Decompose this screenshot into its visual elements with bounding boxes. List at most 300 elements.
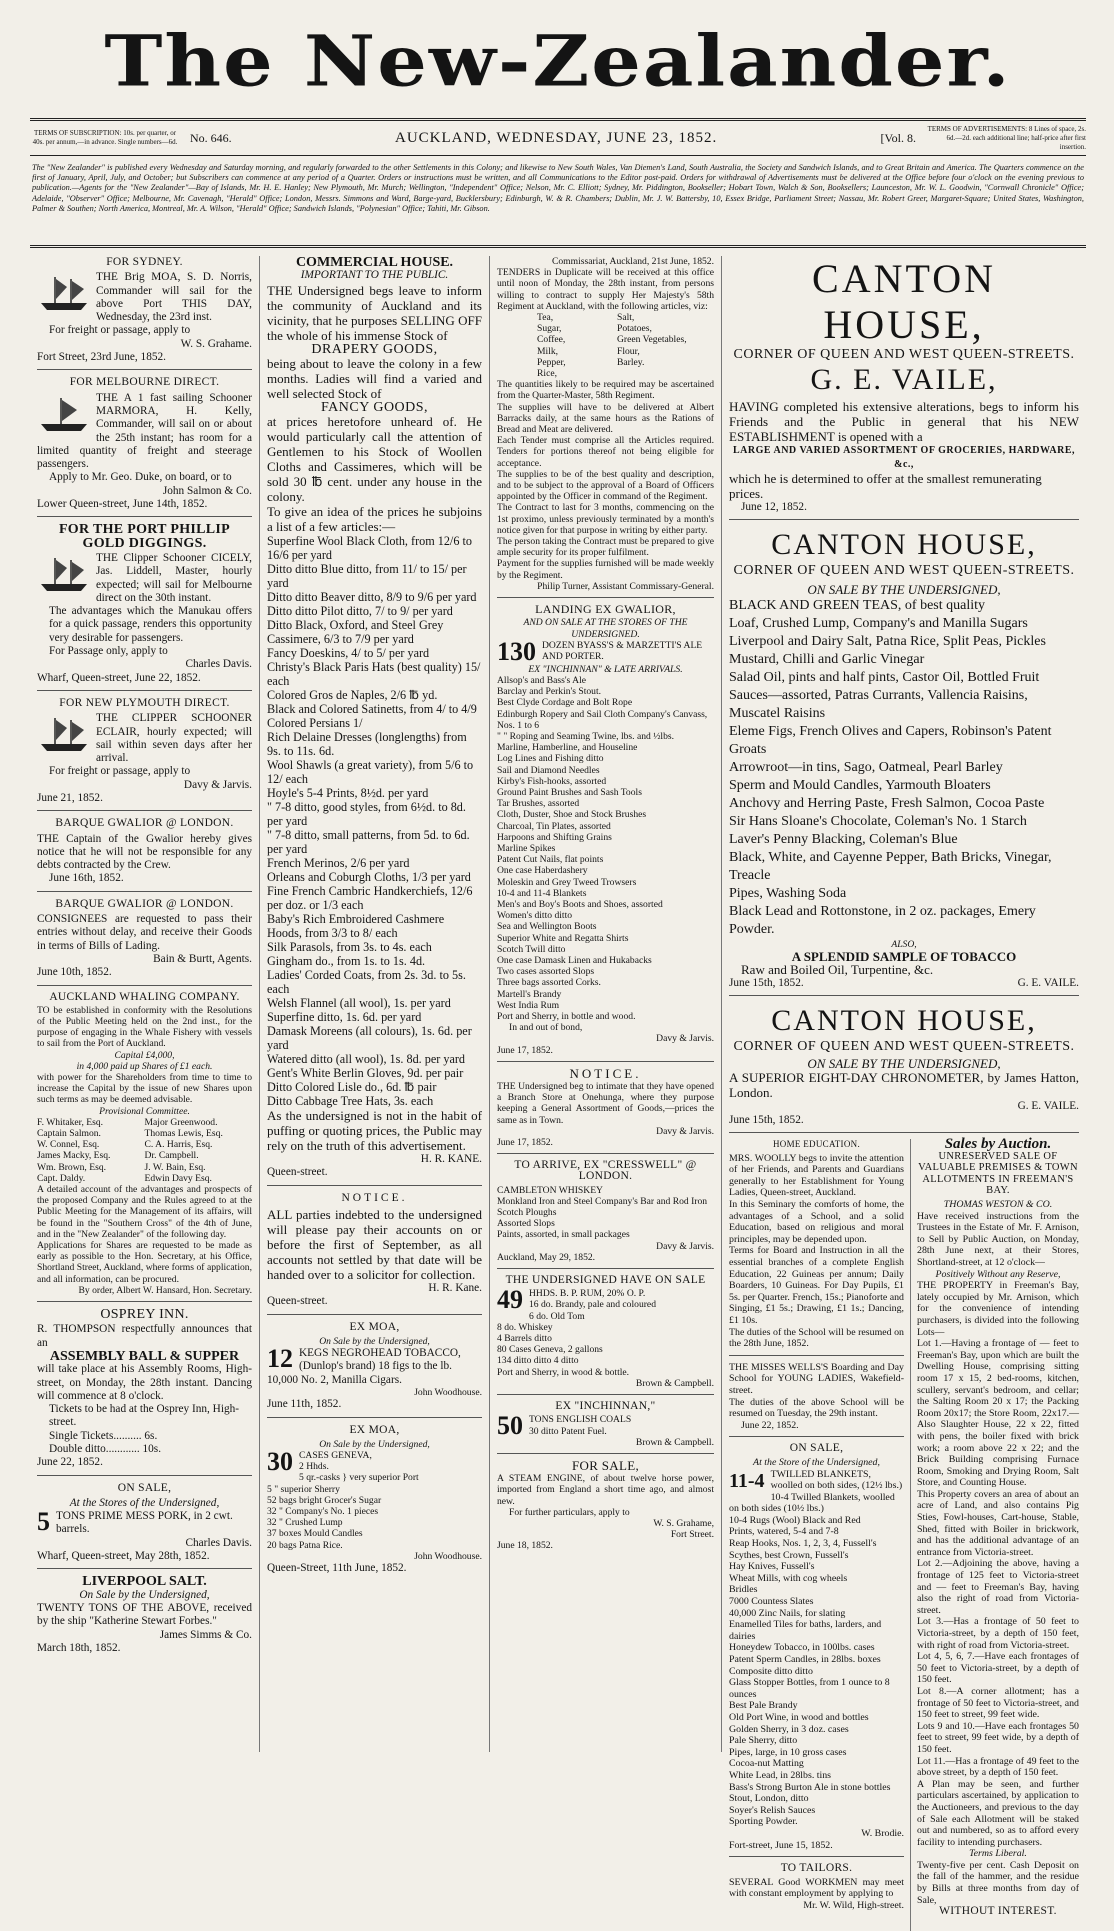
ad-heading: ON SALE, (117, 1481, 172, 1494)
price-item: Baby's Rich Embroidered Cashmere Hoods, from 3/3 to 8/ each (267, 912, 445, 941)
ad-signature: Mr. W. Wild, High-street. (803, 1899, 904, 1911)
item-line: 80 Cases Geneva, 2 gallons (497, 1344, 603, 1356)
ad-body: TENDERS in Duplicate will be received at this office until noon of Monday, the 28th instant, from persons willing to contract to supply Her Majesty's 58th Regiment at Auckland, with the following articles, viz: (497, 267, 714, 312)
ad-date: June 22, 1852. (741, 1419, 799, 1431)
ad-heading: AUCKLAND WHALING COMPANY. (49, 990, 240, 1003)
lot-item: Lot 2.—Adjoining the above, having a frontage of 125 feet to Victoria-street and — feet to Freeman's Bay, having also the right of road from Victoria-street. (917, 1558, 1079, 1616)
ad-gwalior-consignees (37, 898, 252, 986)
price-item: Welsh Flannel (all wool), 1s. per yard (267, 996, 451, 1011)
ad-line: in 4,000 paid up Shares of £1 each. (76, 1060, 213, 1072)
column-2 (260, 256, 490, 1752)
ad-signature: Davy & Jarvis. (183, 778, 252, 791)
ad-body: being about to leave the colony in a few months. Ladies will find a varied and well selected Stock of (267, 355, 482, 401)
ad-number: 12 (267, 1344, 293, 1374)
price-item: Wool Shawls (a great variety), from 5/6 to 12/ each (267, 758, 474, 787)
ad-kane-notice (267, 1192, 482, 1315)
ad-body: The supplies will have to be delivered at Albert Barracks daily, at the same hours as the Rations of Bread and Meat are delivered. (497, 401, 714, 436)
ad-line: In and out of bond, (509, 1022, 583, 1034)
ad-body: To give an idea of the prices he subjoins a list of a few articles:— (267, 504, 482, 535)
ad-body: at prices heretofore unheard of. He would particularly call the attention of Gentlemen to his Stock of Woollen Cloths and Cassimeres, which will be sold 30 ℔ cent. under any house in the colony. (267, 414, 482, 505)
ad-date: June 15th, 1852. (729, 976, 804, 989)
ad-date: June 15th, 1852. (729, 1113, 804, 1126)
ad-signature: Bain & Burtt, Agents. (153, 952, 252, 965)
price-item: Silk Parasols, from 3s. to 4s. each (267, 940, 432, 955)
item-line: Allsop's and Bass's Ale (497, 674, 587, 686)
ad-steam-engine (497, 1457, 714, 1557)
item-line: CASES GENEVA, (299, 1450, 372, 1462)
price-item: Gent's White Berlin Gloves, 9d. per pair (267, 1066, 464, 1081)
item-line: Superior White and Regatta Shirts (497, 932, 629, 944)
item-line: Old Port Wine, in wood and bottles (729, 1711, 869, 1723)
ad-heading: BARQUE GWALIOR @ LONDON. (55, 817, 234, 830)
item-line: 8 do. Whiskey (497, 1321, 553, 1333)
item-list (497, 312, 714, 379)
item-line: Tar Brushes, assorted (497, 798, 580, 810)
item-line: Sauces—assorted, Patras Currants, Vallencia Raisins, Muscatel Raisins (729, 687, 1028, 721)
ad-line: WITHOUT INTEREST. (939, 1905, 1057, 1918)
item-line: 5 qr.-casks } very superior Port (299, 1472, 419, 1484)
ad-line: For freight or passage, apply to (49, 765, 191, 778)
item-line: Bridles (729, 1584, 758, 1596)
item-line: Ground Paint Brushes and Sash Tools (497, 786, 642, 798)
ad-line: Positively Without any Reserve, (935, 1268, 1061, 1280)
column-4b (911, 1136, 1079, 1931)
committee-member: F. Whitaker, Esq. (37, 1116, 104, 1128)
ad-gwalior-notice (37, 817, 252, 891)
column-4 (722, 256, 1086, 1918)
ad-date: June 18, 1852. (497, 1540, 553, 1552)
ad-body: CONSIGNEES are requested to pass their entries without delay, and receive their Goods in terms of Bills of Lading. (37, 913, 252, 952)
item-line: Three bags assorted Corks. (497, 977, 601, 989)
ad-body: THE Captain of the Gwalior hereby gives notice that he will not be responsible for any debts contracted by the Crew. (37, 832, 252, 872)
ad-heading: FOR SYDNEY. (106, 256, 183, 268)
ad-canton-house-1 (729, 256, 1079, 520)
item-line: 10-4 Twilled Blankets, woolled on both sides (10½ lbs.) (729, 1491, 895, 1515)
ad-heading: HOME EDUCATION. (773, 1139, 860, 1150)
ad-line: For freight or passage, apply to (49, 324, 191, 337)
publication-note: The "New Zealander" is published every Wednesday and Saturday morning, and regularly forwarded to the other Settlements in this Colony; and likewise to New South Wales, Van Diemen's Land, South Australia, the Society and Sandwich Islands, and to Great Britain and America. The Quarters commence on the first of January, April, July, and October; but Subscribers can commence at any period of a Quarter. Orders or instructions must be written, and all Communications to the Editor post-paid. Orders for withdrawal of Advertisements must be delivered at the Office before four o'clock on the evening previous to publication.—Agents for the "New Zealander"—Bay of Islands, Mr. H. E. Hanley; New Plymouth, Mr. Murch; Wellington, "Independent" Office; Nelson, Mr. C. Elliott; Sydney, Mr. Piddington, Bookseller; Hobart Town, Walch & Son, Booksellers; Launceston, Mr. W. L. Goodwin, "Cornwall Chronicle" Office; Adelaide, "Observer" Office; Melbourne, Mr. Cavenagh, "Herald" Office; London, Messrs. Simmons and Ward, Barge-yard, Bucklersbury; Edinburgh, W. & R. Chambers; Dublin, Mr. J. W. Battersby, 10, Essex Bridge, Parliament Street; Nassau, Mr. Robert Greer, Margaret-Square; United States, Washington, Palmer & Southen; North America, Montreal, Mr. A. Wilson, "Herald" Office; Sandwich Islands, "Polynesian" Office; Tahiti, Mr. Gibson. (30, 156, 1086, 248)
item-list (267, 1447, 482, 1551)
ad-line: THOMAS WESTON & CO. (943, 1199, 1053, 1211)
tender-item: Coffee, (537, 334, 566, 346)
ad-address: June 17, 1852. (497, 1137, 553, 1149)
item-line: Women's ditto ditto (497, 910, 573, 922)
item-list (497, 1285, 714, 1378)
price-item: Ditto Cabbage Tree Hats, 3s. each (267, 1094, 434, 1109)
ad-body: The duties of the School will be resumed on the 28th June, 1852. (729, 1326, 904, 1350)
ad-subheading: CORNER OF QUEEN AND WEST QUEEN-STREETS. (733, 1038, 1075, 1054)
ad-signature: Brown & Campbell. (635, 1377, 714, 1389)
price-item: Ditto Black, Oxford, and Steel Grey Cassimere, 6/3 to 7/9 per yard (267, 618, 444, 647)
price-item: Ditto ditto Blue ditto, from 11/ to 15/ per yard (267, 562, 467, 591)
ad-line: ALSO, (891, 938, 917, 950)
item-line: Black, White, and Cayenne Pepper, Bath Bricks, Vinegar, Treacle (729, 849, 1052, 883)
ad-number: 49 (497, 1285, 523, 1315)
ad-port-phillip (37, 523, 252, 691)
tender-item: Green Vegetables, (617, 334, 687, 346)
item-line: 10-4 Rugs (Wool) Black and Red (729, 1514, 861, 1526)
ad-heading: EX "INCHINNAN," (555, 1400, 656, 1413)
ad-body: Payment for the supplies furnished will be made weekly by the Regiment. (497, 558, 714, 581)
ad-address: Fort Street. (670, 1529, 714, 1541)
ad-body: Terms for Board and Instruction in all the essential branches of a complete English Education, 22 Guineas per annum; Daily Boarders, 10 Guineas. For Day Pupils, £1 5s. per Quarter. French, 15s.; Pianoforte and Singing, £1 5s.; Drawing, £1 1s.; Dancing, £1 10s. (729, 1245, 904, 1326)
lot-item: Lot 3.—Has a frontage of 50 feet to Victoria-street, by a depth of 150 feet, with right of road from Victoria-street. (917, 1616, 1079, 1651)
ad-line: 30 ditto Patent Fuel. (529, 1425, 607, 1437)
tender-item-row (537, 368, 714, 379)
item-line: Salad Oil, pints and half pints, Castor Oil, Bottled Fruit (729, 669, 1040, 685)
ad-signature: John Salmon & Co. (162, 484, 252, 497)
item-line: 16 do. Brandy, pale and coloured (529, 1299, 656, 1311)
item-line: Sir Hans Sloane's Chocolate, Coleman's No. 1 Starch (729, 813, 1027, 829)
committee-member: Thomas Lewis, Esq. (144, 1127, 223, 1139)
tender-item-row (537, 346, 714, 357)
ad-subheading: IMPORTANT TO THE PUBLIC. (300, 269, 449, 282)
column-4a (729, 1139, 911, 1931)
item-line: West India Rum (497, 999, 560, 1011)
item-line: 32 " Company's No. 1 pieces (267, 1506, 379, 1518)
item-line: Patent Cut Nails, flat points (497, 854, 604, 866)
ad-tenders (497, 256, 714, 598)
item-line: 2 Hhds. (299, 1461, 329, 1473)
ad-body: with power for the Shareholders from time to time to increase the Capital by the issue of new Shares upon such terms as may be deemed advisable. (37, 1071, 252, 1106)
item-line: Martell's Brandy (497, 988, 562, 1000)
item-line: Laver's Penny Blacking, Coleman's Blue (729, 831, 958, 847)
item-line: Scotch Twill ditto (497, 943, 566, 955)
ad-subheading: CORNER OF QUEEN AND WEST QUEEN-STREETS. (733, 347, 1075, 362)
lot-item: Lot 4, 5, 6, 7.—Have each frontages of 50 feet to Victoria-street, by a depth of 150 feet. (917, 1651, 1079, 1686)
ad-body: ALL parties indebted to the undersigned will please pay their accounts on or before the first of September, as all accounts not settled by that date will be handed over to a solicitor for collection. (267, 1207, 482, 1283)
tender-item: Sugar, (537, 323, 562, 335)
ad-heading: EX MOA, (349, 1320, 400, 1333)
item-line: Mustard, Chilli and Garlic Vinegar (729, 651, 925, 667)
ad-body: Twenty-five per cent. Cash Deposit on the fall of the hammer, and the residue by Bills at three months from day of Sale, (917, 1859, 1079, 1906)
ad-line: Tickets to be had at the Osprey Inn, High-street. (49, 1403, 240, 1429)
ad-line: ON SALE BY THE UNDERSIGNED, (807, 1056, 1001, 1072)
ad-body: A SUPERIOR EIGHT-DAY CHRONOMETER, by James Hatton, London. (729, 1070, 1079, 1101)
item-line: Wheat Mills, with cog wheels (729, 1572, 848, 1584)
ad-number: 5 (37, 1507, 50, 1537)
ad-body: In this Seminary the comforts of home, the advantages of a School, and a solid Education, based on religious and moral principles, may be depended upon. (729, 1199, 904, 1245)
tender-item: Barley. (617, 356, 645, 368)
ad-body: The supplies to be of the best quality and description, and to be subject to the approval of a Board of Officers appointed by the Officer in command of the Regiment. (497, 468, 714, 503)
ad-title: UNRESERVED SALE OF VALUABLE PREMISES & TOWN ALLOTMENTS IN FREEMAN'S BAY. (918, 1150, 1078, 1197)
issue-info-bar (30, 118, 1086, 156)
price-item: " 7-8 ditto, good styles, from 6½d. to 8d. per yard (267, 800, 466, 829)
item-line: Pale Sherry, ditto (729, 1735, 798, 1747)
committee-member: Capt. Daldy. (37, 1172, 86, 1184)
ad-body: THE PROPERTY in Freeman's Bay, lately occupied by Mr. Arnison, which for the convenience of intending purchasers, is divided into the following Lots— (917, 1280, 1079, 1338)
ad-signature: G. E. VAILE. (1017, 1100, 1079, 1113)
item-line: Glass Stopper Bottles, from 1 ounce to 8 ounces (729, 1677, 890, 1700)
item-line: 52 bags bright Grocer's Sugar (267, 1494, 382, 1506)
ad-signature: G. E. VAILE. (1017, 976, 1079, 989)
item-line: Arrowroot—in tins, Sago, Oatmeal, Pearl Barley (729, 759, 1003, 775)
tender-item: Milk, (537, 345, 559, 357)
item-line: Kirby's Fish-hooks, assorted (497, 775, 607, 787)
tender-item (617, 368, 697, 379)
ad-line: On Sale by the Undersigned, (79, 1588, 210, 1601)
masthead (30, 8, 1086, 118)
ad-heading: FOR THE PORT PHILLIP GOLD DIGGINGS. (58, 522, 231, 551)
ad-liverpool-salt (37, 1575, 252, 1660)
item-line: Pipes, Washing Soda (729, 885, 847, 901)
item-line: Log Lines and Fishing ditto (497, 753, 604, 765)
item-line: Cocoa-nut Matting (729, 1758, 804, 1770)
tender-item: Potatoes, (617, 323, 652, 335)
ad-heading: OSPREY INN. (100, 1307, 189, 1323)
ship-icon (37, 554, 91, 594)
lot-item: Lots 9 and 10.—Have each frontages 50 feet to street, 99 feet wide, by a depth of 150 feet. (917, 1720, 1079, 1755)
ad-line: ASSEMBLY BALL & SUPPER (49, 1348, 240, 1364)
item-line: Two cases assorted Slops (497, 966, 595, 978)
ad-number: 50 (497, 1411, 523, 1441)
ad-heading: NOTICE. (341, 1191, 408, 1204)
column-1 (30, 256, 260, 1752)
price-item: Ditto Colored Lisle do., 6d. ℔ pair (267, 1080, 437, 1095)
ad-title: CANTON HOUSE, (812, 256, 996, 347)
ad-body: A detailed account of the advantages and prospects of the proposed Company and the Rules agreed to at the Public Meeting for the Management of its affairs, will be found in the "Southern Cross" of the 4th of June, and in the "New Zealander" of the following day. (37, 1184, 252, 1240)
item-line: Harpoons and Shifting Grains (497, 831, 612, 843)
ad-date: June 12, 1852. (741, 500, 807, 513)
ad-signature: John Woodhouse. (414, 1550, 482, 1562)
ad-heading: EX MOA, (349, 1423, 400, 1436)
ad-rum (497, 1275, 714, 1395)
ad-address: Queen-Street, 11th June, 1852. (267, 1562, 407, 1575)
item-line: Loaf, Crushed Lump, Company's and Manilla Sugars (729, 615, 1028, 631)
column-4-split (729, 1136, 1079, 1931)
ad-heading: FOR SALE, (572, 1457, 639, 1473)
ad-heading: NOTICE. (569, 1065, 642, 1081)
ad-signature: W. Brodie. (861, 1827, 904, 1839)
tender-item-row (537, 312, 714, 323)
item-line: " " Roping and Seaming Twine, lbs. and ½lbs. (497, 730, 674, 742)
tender-item: Tea, (537, 312, 554, 324)
ad-line: FANCY GOODS, (320, 399, 429, 415)
item-line: Port and Sherry, in bottle and wood. (497, 1011, 636, 1022)
item-line: Port and Sherry, in wood & bottle. (497, 1366, 630, 1378)
item-line: Pipes, large, in 10 gross cases (729, 1746, 847, 1758)
ad-blankets (729, 1443, 904, 1857)
ad-body: TO be established in conformity with the Resolutions of the Public Meeting held on the 2nd inst., for the purpose of engaging in the Whale Fishery with vessels to sail from the Port of Auckland. (37, 1004, 252, 1050)
ad-line: Commissariat, Auckland, 21st June, 1852. (551, 256, 714, 267)
item-line: Composite ditto ditto (729, 1665, 813, 1677)
ad-body: KEGS NEGROHEAD TOBACCO, (Dunlop's brand) 18 figs to the lb. 10,000 No. 2, Manilla Cigars. (267, 1347, 461, 1386)
item-line: Bass's Strong Burton Ale in stone bottles (729, 1781, 891, 1793)
ad-number: 11-4 (729, 1469, 765, 1492)
ad-heading: TO TAILORS. (780, 1862, 853, 1875)
ad-body: Raw and Boiled Oil, Turpentine, &c. (741, 962, 934, 978)
item-line: Hay Knives, Fussell's (729, 1561, 815, 1573)
price-item: " 7-8 ditto, small patterns, from 5d. to 6d. per yard (267, 828, 470, 857)
ad-auction (917, 1136, 1079, 1925)
ad-body: Have received instructions from the Trustees in the Estate of Mr. F. Arnison, to Sell by Public Auction, on Monday, 28th June next, at their Stores, Shortland-street, at 12 o'clock— (917, 1210, 1079, 1268)
ad-heading: ON SALE, (789, 1442, 844, 1455)
ad-signature: Davy & Jarvis. (656, 1125, 714, 1137)
subscription-terms: TERMS OF SUBSCRIPTION: 10s. per quarter, or 40s. per annum,—in advance. Single numbers—6d. (32, 129, 178, 146)
item-line: 10-4 and 11-4 Blankets (497, 887, 587, 899)
price-list (267, 534, 482, 1108)
item-line: Stout, London, ditto (729, 1793, 809, 1805)
item-line: Soyer's Relish Sauces (729, 1804, 816, 1816)
item-line: Paints, assorted, in small packages (497, 1229, 630, 1241)
price-item: Watered ditto (all wool), 1s. 8d. per yard (267, 1052, 466, 1067)
ad-sydney (37, 256, 252, 370)
ad-whaling-company (37, 992, 252, 1302)
ad-line: Apply to Mr. Geo. Duke, on board, or to (49, 471, 232, 484)
ad-signature: Brown & Campbell. (635, 1436, 714, 1448)
ad-body: The quantities likely to be required may be ascertained from the Quarter-Master, 58th Regiment. (497, 379, 714, 402)
lot-item: Lot 1.—Having a frontage of — feet to Freeman's Bay, upon which are built the Dwelling House, comprising sitting room 17 x 15, 2 bed-rooms, kitchen, scullery, servant's bedroom, and cellar; the Salting Room 20 x 17; the Packing Room 20x17; the Store Room, 22x17.—Also Slaughter House, 22 x 22, fitted with pens, the boiler fixed with brick work; a room above 22 x 22; and the Brick Building comprising Furnace Room, Smoking and Drying Room, Salt Store, and Counting House. (917, 1338, 1079, 1489)
lot-item: A Plan may be seen, and further particulars ascertained, by application to the Auctioneers, and previous to the day of Sale each Allotment will be staked out and numbered, so as to afford every facility to intending purchasers. (917, 1778, 1079, 1848)
ad-address: June 11th, 1852. (267, 1398, 342, 1411)
ad-line: The advantages which the Manukau offers for a quick passage, renders this opportunity very desirable for passengers. (49, 605, 252, 644)
item-line: 4 Barrels ditto (497, 1333, 552, 1345)
ad-line: Terms Liberal. (969, 1848, 1027, 1860)
item-list (729, 1492, 904, 1828)
ad-cresswell (497, 1160, 714, 1269)
ad-signature: H. R. KANE. (420, 1153, 482, 1166)
price-item: Damask Moreens (all colours), 1s. 6d. per yard (267, 1024, 472, 1053)
item-line: Sail and Diamond Needles (497, 764, 600, 776)
item-line: 20 bags Patna Rice. (267, 1539, 343, 1551)
ad-heading: BARQUE GWALIOR @ LONDON. (55, 897, 234, 910)
ad-body: THE Clipper Schooner CICELY, Jas. Liddell, Master, hourly expected; will sail for Melbourne direct on the 30th instant. (96, 551, 252, 604)
ad-address: June 21, 1852. (37, 791, 103, 804)
item-line: 6 do. Old Tom (529, 1310, 585, 1322)
item-line: 134 ditto ditto 4 ditto (497, 1355, 579, 1367)
ad-body: TWENTY TONS OF THE ABOVE, received by the ship "Katherine Stewart Forbes." (37, 1601, 252, 1628)
ad-osprey-inn (37, 1308, 252, 1476)
ad-line: EX "INCHINNAN" & LATE ARRIVALS. (528, 663, 683, 675)
ad-landing-gwalior (497, 604, 714, 1062)
ad-body: DOZEN BYASS'S & MARZETTI'S ALE AND PORTER. (542, 639, 703, 662)
ad-line: LARGE AND VARIED ASSORTMENT OF GROCERIES, HARDWARE, &c., (732, 445, 1076, 470)
ad-signature: By order, Albert W. Hansard, Hon. Secretary. (78, 1284, 252, 1296)
price-item: Black and Colored Satinetts, from 4/ to 4/9 (267, 702, 477, 717)
ad-heading: TO ARRIVE, EX "CRESSWELL" @ LONDON. (514, 1159, 697, 1183)
ad-body: SEVERAL Good WORKMEN may meet with constant employment by applying to (729, 1876, 904, 1900)
ad-number: 130 (497, 636, 536, 666)
item-line: Enamelled Tiles for baths, larders, and dairies (729, 1619, 882, 1642)
ship-icon (37, 394, 91, 434)
item-line: CAMBLETON WHISKEY (497, 1184, 603, 1196)
ad-address: Queen-street. (267, 1166, 328, 1179)
ad-body: The Contract to last for 3 months, commencing on the 1st proximo, unless previously terminated by a month's notice given for that purpose in writing by either party. (497, 502, 714, 536)
price-item: Hoyle's 5-4 Prints, 8½d. per yard (267, 786, 429, 801)
ad-line: AND ON SALE AT THE STORES OF THE UNDERSIGNED. (523, 617, 688, 640)
ad-address: Fort Street, 23rd June, 1852. (37, 351, 166, 364)
committee-member: Captain Salmon. (37, 1127, 101, 1139)
ad-ex-moa-geneva (267, 1424, 482, 1581)
issue-number: No. 646. (190, 130, 232, 145)
ad-line: Provisional Committee. (99, 1105, 190, 1117)
ship-icon (37, 714, 91, 754)
ad-address: March 18th, 1852. (37, 1641, 121, 1654)
ad-body: Applications for Shares are requested to be made as early as possible to the Hon. Secretary, at his Office, Shortland Street, Auckland, where forms of application, and all information, can be procured. (37, 1240, 252, 1285)
masthead-title: The New-Zealander. (104, 20, 1012, 103)
item-line: Anchovy and Herring Paste, Fresh Salmon, Cocoa Paste (729, 795, 1045, 811)
ad-line: Single Tickets.......... 6s. (49, 1429, 158, 1442)
ad-body: THE Undersigned beg to intimate that they have opened a Branch Store at Onehunga, where they purpose keeping a General Assortment of Goods,—prices the same as in Town. (497, 1081, 714, 1126)
ad-body: TONS PRIME MESS PORK, in 2 cwt. barrels. (56, 1510, 233, 1536)
committee-member: Wm. Brown, Esq. (37, 1161, 107, 1173)
ad-body: THE MISSES WELLS'S Boarding and Day School for YOUNG LADIES, Wakefield-street. (729, 1361, 904, 1396)
ad-signature: Davy & Jarvis. (656, 1240, 714, 1252)
ad-body: TONS ENGLISH COALS (529, 1414, 632, 1426)
ad-tailors (729, 1863, 904, 1916)
price-item: Ditto ditto Pilot ditto, 7/ to 9/ per yard (267, 604, 453, 619)
item-line: HHDS. B. P. RUM, 20% O. P. (529, 1288, 646, 1300)
ad-address: Lower Queen-street, June 14th, 1852. (37, 498, 208, 511)
ad-address: Fort-street, June 15, 1852. (729, 1839, 833, 1851)
ad-signature: Philip Turner, Assistant Commissary-General. (537, 580, 714, 592)
ad-signature: John Woodhouse. (414, 1387, 482, 1399)
committee-member: Edwin Davy Esq. (144, 1172, 212, 1184)
ad-body: Each Tender must comprise all the Articles required. Tenders for portions thereof not being eligible for acceptance. (497, 435, 714, 469)
item-line: Edinburgh Ropery and Sail Cloth Company's Canvass, Nos. 1 to 6 (497, 708, 708, 731)
price-item: Ladies' Corded Coats, from 2s. 3d. to 5s. each (267, 968, 466, 997)
ad-new-plymouth (37, 697, 252, 811)
item-line: One case Damask Linen and Hukabacks (497, 954, 652, 966)
ad-line: For Passage only, apply to (49, 645, 168, 658)
ad-heading: LANDING EX GWALIOR, (535, 602, 676, 617)
item-line: Marline, Hamberline, and Houseline (497, 742, 638, 754)
committee-member: J. W. Bain, Esq. (144, 1161, 206, 1173)
price-item: Superfine ditto, 1s. 6d. per yard (267, 1010, 422, 1025)
ad-body: THE Undersigned begs leave to inform the community of Auckland and its vicinity, that he purposes SELLING OFF the whole of his immense Stock of (267, 282, 482, 343)
tender-item: Rice, (537, 368, 557, 380)
tender-item: Flour, (617, 345, 640, 357)
item-line: Patent Sperm Candles, in 28lbs. boxes (729, 1654, 881, 1665)
item-line: 32 " Crushed Lump (267, 1517, 343, 1529)
item-line: Scythes, best Crown, Fussell's (729, 1549, 849, 1561)
ad-body: The person taking the Contract must be prepared to give ample security for its proper fulfilment. (497, 536, 714, 559)
ad-signature: H. R. Kane. (428, 1282, 482, 1295)
ad-line: ON SALE BY THE UNDERSIGNED, (807, 582, 1001, 598)
ad-name: G. E. VAILE, (810, 363, 998, 397)
ad-body: A STEAM ENGINE, of about twelve horse power, imported from England a short time ago, and almost new. (497, 1473, 714, 1507)
ad-body: R. THOMPSON respectfully announces that an (37, 1323, 252, 1349)
item-line: Barclay and Perkin's Stout. (497, 686, 602, 698)
tender-item: Pepper, (537, 356, 566, 368)
ad-line: On Sale by the Undersigned, (319, 1335, 430, 1347)
ad-signature: Davy & Jarvis. (656, 1033, 714, 1045)
item-line: Liverpool and Dairy Salt, Patna Rice, Split Peas, Pickles (729, 633, 1046, 649)
price-item: Superfine Wool Black Cloth, from 12/6 to 16/6 per yard (267, 534, 472, 563)
ad-line: Double ditto............ 10s. (49, 1443, 162, 1455)
dateline: AUCKLAND, WEDNESDAY, JUNE 23, 1852. (394, 129, 718, 146)
committee-member: James Macky, Esq. (37, 1150, 111, 1162)
ad-canton-house-3 (729, 1002, 1079, 1133)
ad-coals (497, 1401, 714, 1454)
ad-commercial-house (267, 256, 482, 1186)
item-line: 40,000 Zinc Nails, for slating (729, 1607, 846, 1619)
columns (30, 255, 1086, 1918)
ad-line: On Sale by the Undersigned, (319, 1438, 430, 1450)
ad-heading: FOR NEW PLYMOUTH DIRECT. (59, 696, 230, 709)
item-line: 7000 Countess Slates (729, 1596, 814, 1608)
price-item: Orleans and Coburgh Cloths, 1/3 per yard (267, 870, 471, 885)
ad-heading: THE UNDERSIGNED HAVE ON SALE (505, 1274, 706, 1287)
item-line: One case Haberdashery (497, 865, 588, 877)
committee-member: Major Greenwood. (144, 1116, 218, 1128)
price-item: Fancy Doeskins, 4/ to 5/ per yard (267, 646, 430, 661)
ad-heading: FOR MELBOURNE DIRECT. (69, 376, 220, 389)
ad-body: TWILLED BLANKETS, woolled on both sides, (12½ lbs.) (770, 1468, 903, 1492)
item-line: White Lead, in 28lbs. tins (729, 1769, 832, 1781)
ad-subheading: CORNER OF QUEEN AND WEST QUEEN-STREETS. (733, 563, 1075, 579)
item-line: Golden Sherry, in 3 doz. cases (729, 1723, 849, 1735)
